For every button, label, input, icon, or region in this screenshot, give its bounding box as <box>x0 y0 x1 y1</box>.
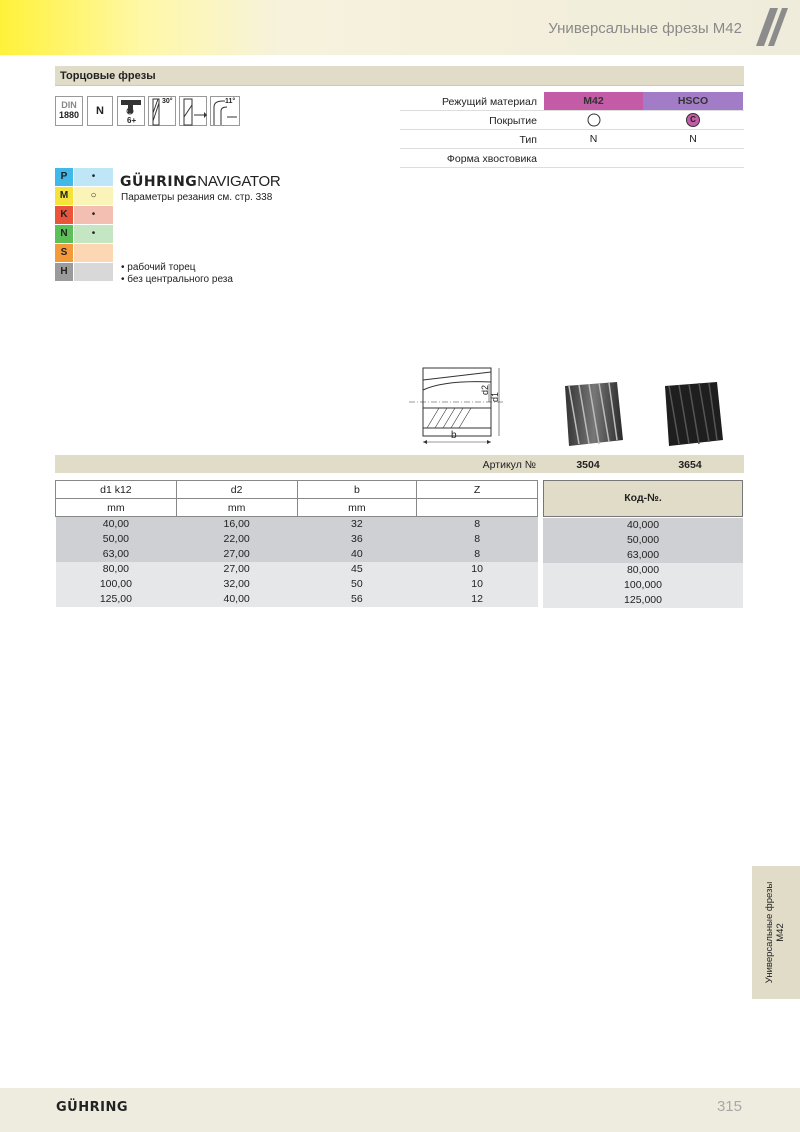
navigator-name: NAVIGATOR <box>197 173 281 190</box>
cell: 22,00 <box>176 532 297 547</box>
iso-letter: K <box>55 206 73 224</box>
coating-label: Покрытие <box>489 115 537 127</box>
teeth-count-label: 6+ <box>127 116 137 125</box>
side-tab <box>752 866 800 999</box>
cutting-params-reference: Параметры резания см. стр. 338 <box>121 192 273 203</box>
col-header-b: b <box>297 481 417 499</box>
tool-drawing <box>405 360 515 450</box>
cell: 63,00 <box>56 547 177 562</box>
cell: 56 <box>297 592 417 607</box>
article-number-hsco: 3654 <box>678 459 702 471</box>
table-row <box>56 592 538 607</box>
unit-cell: mm <box>297 499 417 517</box>
cell: 40,00 <box>176 592 297 607</box>
tool-photo-hsco <box>655 378 730 450</box>
iso-letter: N <box>55 225 73 243</box>
section-title: Торцовые фрезы <box>60 70 156 82</box>
coating-hsco <box>643 111 743 129</box>
cell: 50,00 <box>56 532 177 547</box>
footer-brand-logo: GÜHRING <box>56 1100 129 1115</box>
iso-row-n <box>55 225 113 243</box>
material-hsco: HSCO <box>643 92 743 110</box>
drawing-label-b: b <box>451 430 457 441</box>
code-cell: 125,000 <box>543 593 743 608</box>
cell: 32,00 <box>176 577 297 592</box>
code-number-header: Код-№. <box>543 480 743 517</box>
iso-value: ○ <box>74 187 113 205</box>
feature-item: • рабочий торец <box>121 262 196 273</box>
code-cell: 40,000 <box>543 518 743 533</box>
cutting-direction-icon <box>179 96 207 126</box>
coating-m42 <box>544 111 643 129</box>
table-row <box>56 562 538 577</box>
tool-photo-m42 <box>555 378 630 450</box>
page-footer <box>0 1088 800 1132</box>
article-bar <box>55 455 744 473</box>
clearance-angle-icon <box>210 96 240 126</box>
side-tab-line: Универсальные фрезы <box>764 881 775 984</box>
cell: 8 <box>417 517 538 532</box>
helix-angle-icon <box>148 96 176 126</box>
feature-list <box>121 262 233 286</box>
cell: 8 <box>417 532 538 547</box>
cell: 45 <box>297 562 417 577</box>
cell: 8 <box>417 547 538 562</box>
unit-cell: mm <box>176 499 297 517</box>
no-coating-icon <box>587 113 601 127</box>
clearance-angle-label: 11° <box>225 98 236 105</box>
din-standard-badge <box>55 96 83 126</box>
shank-form-label: Форма хвостовика <box>446 153 537 165</box>
dimensions-table <box>55 480 538 607</box>
iso-letter: P <box>55 168 73 186</box>
type-m42: N <box>589 133 598 145</box>
table-header-row <box>56 481 538 499</box>
iso-value: • <box>74 168 113 186</box>
section-bar <box>55 66 744 86</box>
table-row <box>56 517 538 532</box>
cell: 100,00 <box>56 577 177 592</box>
guhring-navigator-logo <box>120 173 280 190</box>
cell: 12 <box>417 592 538 607</box>
tool-type-badge: N <box>87 96 113 126</box>
col-header-d1: d1 k12 <box>56 481 177 499</box>
page-header <box>0 0 800 55</box>
page-number: 315 <box>716 1098 742 1115</box>
type-hsco: N <box>689 133 697 145</box>
cell: 80,00 <box>56 562 177 577</box>
navigator-brand: GÜHRING <box>120 174 198 190</box>
cell: 40,00 <box>56 517 177 532</box>
cell: 16,00 <box>176 517 297 532</box>
code-cell: 50,000 <box>543 533 743 548</box>
cell: 10 <box>417 562 538 577</box>
iso-row-k <box>55 206 113 224</box>
side-tab-text <box>752 866 800 999</box>
cell: 50 <box>297 577 417 592</box>
cell: 125,00 <box>56 592 177 607</box>
din-label: DIN <box>61 100 77 110</box>
iso-letter: H <box>55 263 73 281</box>
code-cell: 63,000 <box>543 548 743 563</box>
cell: 27,00 <box>176 547 297 562</box>
iso-value: • <box>74 206 113 224</box>
table-units-row <box>56 499 538 517</box>
iso-row-m <box>55 187 113 205</box>
cell: 40 <box>297 547 417 562</box>
brand-stripes-icon <box>754 6 788 48</box>
coating-c-icon: C <box>686 113 700 127</box>
cell: 32 <box>297 517 417 532</box>
iso-row-p <box>55 168 113 186</box>
code-cell: 100,000 <box>543 578 743 593</box>
table-row <box>56 577 538 592</box>
unit-cell: mm <box>56 499 177 517</box>
din-number: 1880 <box>58 110 80 120</box>
drawing-label-d2: d2 <box>480 384 491 396</box>
cell: 27,00 <box>176 562 297 577</box>
col-header-d2: d2 <box>176 481 297 499</box>
article-number-m42: 3504 <box>576 459 600 471</box>
iso-value <box>74 244 113 262</box>
cutting-material-label: Режущий материал <box>442 96 537 108</box>
article-label: Артикул № <box>482 459 536 471</box>
iso-letter: S <box>55 244 73 262</box>
iso-row-s <box>55 244 113 262</box>
table-row <box>56 532 538 547</box>
table-row <box>56 547 538 562</box>
col-header-z: Z <box>417 481 538 499</box>
header-title: Универсальные фрезы M42 <box>548 20 742 37</box>
code-cell: 80,000 <box>543 563 743 578</box>
side-tab-line: M42 <box>775 923 786 942</box>
type-label: Тип <box>519 134 537 146</box>
cell: 36 <box>297 532 417 547</box>
feature-item: • без центрального реза <box>121 274 233 285</box>
iso-value <box>74 263 113 281</box>
unit-cell <box>417 499 538 517</box>
material-m42: M42 <box>544 92 643 110</box>
iso-row-h <box>55 263 113 281</box>
iso-letter: M <box>55 187 73 205</box>
teeth-count-icon <box>117 96 145 126</box>
cell: 10 <box>417 577 538 592</box>
drawing-label-d1: d1 <box>490 391 501 403</box>
iso-value: • <box>74 225 113 243</box>
helix-angle-label: 30° <box>162 98 173 105</box>
